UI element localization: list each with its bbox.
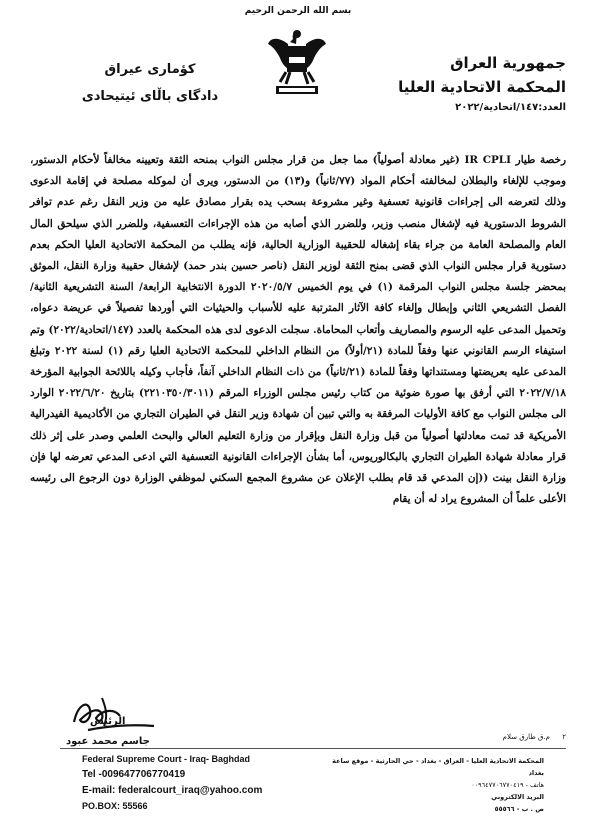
- signature-title: الرئيس: [90, 716, 126, 727]
- footer-court-name: Federal Supreme Court - Iraq- Baghdad: [82, 754, 251, 764]
- footer-address-arabic: المحكمة الاتحادية العليا - العراق - بغداد - حي الحارثية - موقع ساعة بغداد: [332, 757, 544, 777]
- cc-line: [503, 733, 566, 741]
- footer-arabic: [324, 755, 544, 815]
- carbon-copy-initials: م.ق طارق سلام: [502, 733, 550, 741]
- court-name: المحكمة الاتحادية العليا: [398, 78, 566, 96]
- footer-pobox: PO.BOX: 55566: [82, 801, 148, 811]
- iraq-eagle-emblem-icon: [266, 24, 328, 102]
- footer-english: [82, 754, 262, 816]
- letterhead-kurdish: [80, 62, 220, 104]
- letterhead-arabic: [366, 54, 566, 113]
- signature-name: جاسم محمد عبود: [66, 736, 150, 747]
- body-paragraph: رخصة طيار IR CPLI (غير معادلة أصولياً) مما جعل من قرار مجلس النواب بمنحه الثقة وتعيينه مخالفاً لأحكام الدستور، وموجب للإلغاء والبطلان لمخالفته أحكام المواد (٧٧/ثانياً) و(١٣) من الدستور، ويرى أن لموكله مصلحة في إقامة الدعوى وذلك لتعرضه الى إجراءات قانونية تعسفية وغير مشروعة بسحب يده بقرار مصادق عليه من وزير النقل رغم عدم توافر الشروط الدستورية فيه لإشغال منصب وزير، وللضرر الذي أصابه من هذه الإجراءات التعسفية، وللضرر الذي سيلحق المال العام والمصلحة العامة من جراء بقاء إشغاله للحقيبة الوزارية الحالية، فإنه يطلب من المحكمة الاتحادية العليا الحكم بعدم دستورية قرار مجلس النواب الذي قضى بمنح الثقة لوزير النقل (ناصر حسين بندر حمد) لإشغال حقيبة وزارة النقل، الموثق بمحضر جلسة مجلس النواب المرقمة (١) في يوم الخميس ٢٠٢٠/٥/٧ الدورة الانتخابية الرابعة/ السنة التشريعية الثانية/ الفصل التشريعي الثاني وإبطال وإلغاء كافة الآثار المترتبة عليه للأسباب والحيثيات التي أوردها تفصيلاً في عريضة دعواه، وتحميل المدعى عليه الرسوم والمصاريف وأتعاب المحاماة. سجلت الدعوى لدى هذه المحكمة بالعدد (١٤٧/اتحادية/٢٠٢٢) وتم استيفاء الرسم القانوني عنها وفقاً للمادة (٢١/أولاً) من النظام الداخلي للمحكمة الاتحادية العليا رقم (١) لسنة ٢٠٢٢ وتبلغ المدعى عليه بعريضتها ومستنداتها وفقاً للمادة (٢١/ثانياً) من ذات النظام الداخلي آنفاً، فأجاب وكيله باللائحة الجوابية المؤرخة ٢٠٢٢/٧/١٨ التي أرفق بها صورة ضوئية من كتاب رئيس مجلس الوزراء المرقم (٢٢١٠٣٥٠/٣٠١١) بتاريخ ٢٠٢٢/٦/٢٠ الوارد الى مجلس النواب مع كافة الأوليات المرفقة به والتي تبين أن شهادة وزير النقل في الطيران التجاري من الأكاديمية الفيدرالية الأمريكية قد تمت معادلتها أصولياً من قبل وزارة النقل وبإقرار من وزارة التعليم العالي والبحث العلمي وصدر على إثر ذلك قرار معادلة شهادة الطيران التجاري بالبكالوريوس، أما بشأن الإجراءات القانونية التعسفية التي ادعى المدعي تعرضه لها فإن وزارة النقل بينت ((إن المدعي قد قام بطلب الإعلان عن مشروع المجمع السكني لموظفي الوزارة دون الرجوع الى رئيسه الأعلى علماً أن المشروع يراد له أن يقام: [30, 154, 566, 506]
- republic-name-kurdish: كؤماری عيراق: [104, 62, 196, 77]
- footer-email-label-arabic: البريد الالكتروني: [491, 793, 544, 801]
- footer-divider: [60, 748, 566, 749]
- footer-phone-arabic: هاتف - ٠٠٩٦٤٧٧٠٦٧٧٠٤١٩: [471, 781, 544, 789]
- republic-name: جمهورية العراق: [450, 54, 566, 72]
- judgment-body: [30, 150, 566, 510]
- footer-pobox-arabic: ص . ب - ٥٥٥٦٦: [494, 805, 544, 813]
- page-marker: ٢: [562, 733, 566, 741]
- case-number: العدد:١٤٧/اتحادية/٢٠٢٢: [455, 102, 566, 113]
- court-name-kurdish: دادگای باڵای ئيتيحادی: [81, 89, 219, 104]
- basmala: بسم الله الرحمن الرحيم: [244, 6, 352, 16]
- footer-telephone: Tel -009647706770419: [82, 769, 186, 780]
- footer-email: E-mail: federalcourt_iraq@yahoo.com: [82, 785, 263, 796]
